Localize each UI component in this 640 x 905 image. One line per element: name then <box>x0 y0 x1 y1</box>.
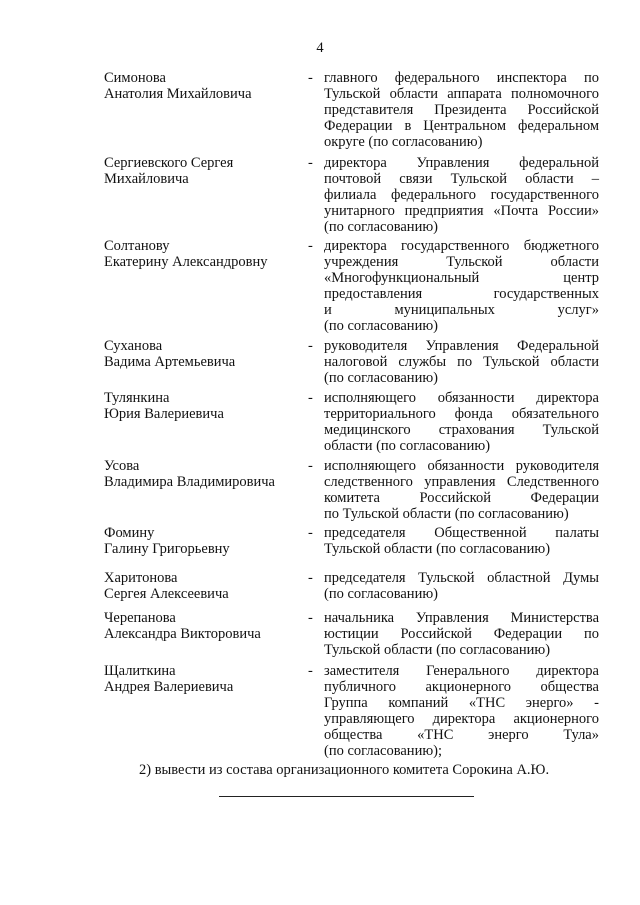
dash-separator: - <box>308 155 313 171</box>
member-name <box>104 338 304 370</box>
position-line: управляющего директора акционерного <box>324 711 599 727</box>
dash-separator: - <box>308 458 313 474</box>
position-line: Тульской области (по согласованию) <box>324 541 551 557</box>
closing-rule <box>219 796 474 797</box>
member-position <box>324 70 599 150</box>
member-name <box>104 663 304 695</box>
position-line: (по согласованию); <box>324 743 443 759</box>
position-line: «Многофункциональный центр <box>324 270 599 286</box>
dash-separator: - <box>308 338 313 354</box>
member-name-line: Владимира Владимировича <box>104 474 275 490</box>
position-line: Группа компаний «ТНС энерго» - <box>324 695 599 711</box>
position-line: филиала федерального государственного <box>324 187 599 203</box>
dash-separator: - <box>308 570 313 586</box>
member-name-line: Суханова <box>104 338 163 354</box>
member-name-line: Александра Викторовича <box>104 626 261 642</box>
item-2-text: 2) вывести из состава организационного комитета Сорокина А.Ю. <box>139 762 550 778</box>
member-name <box>104 155 304 187</box>
position-line: общества «ТНС энерго Тула» <box>324 727 599 743</box>
position-line: медицинского страхования Тульской <box>324 422 599 438</box>
page-number: 4 <box>316 40 324 56</box>
position-line: налоговой службы по Тульской области <box>324 354 599 370</box>
position-line: публичного акционерного общества <box>324 679 599 695</box>
position-line: исполняющего обязанности директора <box>324 390 599 406</box>
member-name-line: Тулянкина <box>104 390 170 406</box>
position-line: почтовой связи Тульской области – <box>324 171 599 187</box>
dash-separator: - <box>308 663 313 679</box>
position-line: Тульской области аппарата полномочного <box>324 86 599 102</box>
member-name-line: Сергея Алексеевича <box>104 586 229 602</box>
member-name <box>104 570 304 602</box>
position-line: исполняющего обязанности руководителя <box>324 458 599 474</box>
position-line: Тульской области (по согласованию) <box>324 642 551 658</box>
member-name <box>104 390 304 422</box>
member-name-line: Щалиткина <box>104 663 176 679</box>
position-line: следственного управления Следственного <box>324 474 599 490</box>
position-line: Федерации в Центральном федеральном <box>324 118 599 134</box>
member-name-line: Михайловича <box>104 171 189 187</box>
member-name-line: Солтанову <box>104 238 170 254</box>
position-line: территориального фонда обязательного <box>324 406 599 422</box>
member-name <box>104 458 304 490</box>
position-line: (по согласованию) <box>324 370 438 386</box>
position-line: предоставления государственных <box>324 286 599 302</box>
member-name <box>104 525 304 557</box>
position-line: комитета Российской Федерации <box>324 490 599 506</box>
position-line: главного федерального инспектора по <box>324 70 599 86</box>
position-line: (по согласованию) <box>324 318 438 334</box>
member-name-line: Сергиевского Сергея <box>104 155 234 171</box>
member-name-line: Анатолия Михайловича <box>104 86 252 102</box>
position-line: заместителя Генерального директора <box>324 663 599 679</box>
member-name-line: Харитонова <box>104 570 178 586</box>
member-position <box>324 570 599 602</box>
member-name-line: Симонова <box>104 70 166 86</box>
position-line: области (по согласованию) <box>324 438 491 454</box>
dash-separator: - <box>308 610 313 626</box>
position-line: начальника Управления Министерства <box>324 610 599 626</box>
member-position <box>324 610 599 658</box>
position-line: председателя Тульской областной Думы <box>324 570 599 586</box>
member-name <box>104 70 304 102</box>
dash-separator: - <box>308 70 313 86</box>
position-line: (по согласованию) <box>324 219 438 235</box>
position-line: руководителя Управления Федеральной <box>324 338 599 354</box>
position-line: учреждения Тульской области <box>324 254 599 270</box>
member-name-line: Андрея Валериевича <box>104 679 234 695</box>
member-position <box>324 390 599 454</box>
position-line: директора государственного бюджетного <box>324 238 599 254</box>
member-name-line: Юрия Валериевича <box>104 406 224 422</box>
position-line: юстиции Российской Федерации по <box>324 626 599 642</box>
position-line: по Тульской области (по согласованию) <box>324 506 569 522</box>
member-position <box>324 525 599 557</box>
dash-separator: - <box>308 390 313 406</box>
position-line: представителя Президента Российской <box>324 102 599 118</box>
position-line: унитарного предприятия «Почта России» <box>324 203 599 219</box>
dash-separator: - <box>308 525 313 541</box>
member-position <box>324 663 599 759</box>
member-name <box>104 610 304 642</box>
position-line: и муниципальных услуг» <box>324 302 599 318</box>
position-line: директора Управления федеральной <box>324 155 599 171</box>
member-position <box>324 155 599 235</box>
member-name-line: Галину Григорьевну <box>104 541 230 557</box>
position-line: (по согласованию) <box>324 586 438 602</box>
member-name-line: Фомину <box>104 525 155 541</box>
member-name-line: Усова <box>104 458 140 474</box>
member-name-line: Черепанова <box>104 610 176 626</box>
member-name-line: Екатерину Александровну <box>104 254 268 270</box>
dash-separator: - <box>308 238 313 254</box>
member-name <box>104 238 304 270</box>
member-position <box>324 458 599 522</box>
member-name-line: Вадима Артемьевича <box>104 354 236 370</box>
member-position <box>324 238 599 334</box>
member-position <box>324 338 599 386</box>
position-line: округе (по согласованию) <box>324 134 483 150</box>
position-line: председателя Общественной палаты <box>324 525 599 541</box>
